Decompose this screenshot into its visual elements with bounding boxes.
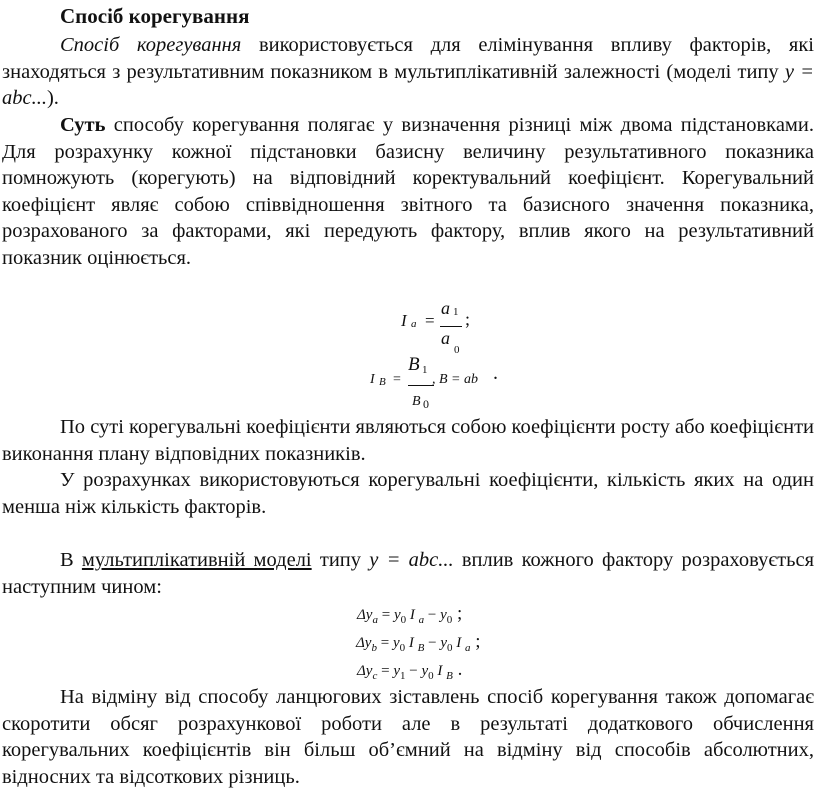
formula-lhs: I [370,372,375,387]
sub: 0 [428,670,434,682]
formula-num-sub: 1 [422,364,428,376]
formula-end: . [493,362,498,384]
delta-symbol: Δy [357,607,373,623]
inline-formula: y = abc... [369,549,454,571]
formula-lhs-sub: a [411,318,417,330]
fraction-bar [408,385,434,386]
sub: c [372,670,378,682]
underlined-term: мультиплікативній моделі [81,549,312,571]
var: y [421,663,429,679]
paragraph-comparison: На відміну від способу ланцюгових зіставлень спосіб корегування також допомагає скоротити обсяг розрахункової роботи але в результаті додаткового обчислення корегувальних коефіцієнтів він більш об’ємний на відміну від способів абсолютних, відносних та відсоткових різниць. [2,686,814,788]
formula-end: ; [465,309,471,329]
var: I [406,607,419,623]
formula-eq: = [393,372,401,387]
delta-symbol: Δy [356,635,372,651]
fraction-bar [440,326,462,327]
var: I [452,635,465,651]
var: I [433,663,447,679]
formula-rest: , B = ab [432,372,478,387]
var: y [393,607,401,623]
formula-num-sub: 1 [453,306,459,318]
paragraph-text: використовується для елімінування впливу факторів, які знаходяться з результативним показником в мультиплікативній залежності (моделі типу [2,34,814,83]
paragraph-end: ). [46,87,59,109]
formula-delta-yc [357,659,462,682]
sub: 0 [446,642,453,654]
formula-lhs-sub: B [379,376,386,388]
formula-den: B [412,394,421,409]
paragraph-meaning: По суті корегувальні коефіцієнти являються собою коефіцієнти росту або коефіцієнти виконання плану відповідних показників. [2,416,814,465]
end: ; [470,631,481,652]
sub: a [418,614,425,626]
end: . [452,659,463,680]
sub: 0 [399,642,406,654]
term-bold: Суть [60,114,106,136]
sub: a [464,642,471,654]
paragraph-count: У розрахунках використовуються корегувальні коефіцієнти, кількість яких на один менша ніж кількість факторів. [2,469,814,518]
sub: a [372,614,378,626]
eq: = [376,635,393,651]
term-italic: Спосіб корегування [60,34,242,56]
inline-formula: y = abc... [2,60,814,109]
formula-delta-yb [356,631,481,654]
var: y [392,635,400,651]
sub: 0 [400,614,407,626]
formula-den: a [441,328,450,348]
paragraph-text: вплив кожного фактору розраховується наступним чином: [2,549,814,598]
paragraph-text: типу [311,549,370,571]
minus: − [424,635,441,651]
var: y [440,607,447,623]
formula-num: B [408,354,420,375]
formula-eq: = [425,311,435,330]
sub: B [446,670,453,682]
paragraph-text: способу корегування полягає у визначення різниці між двома підстановками. Для розрахунку кожної підстановки базисну величину результативного показника помножують (корегують) на відповідний коректувальний коефіцієнт. Корегувальний коефіцієнт являє собою співвідношення звітного та базисного значення показника, розрахованого за факторами, які передують фактору, вплив якого на результативний показник оцінюється. [2,114,814,269]
formula-delta-ya [357,603,462,626]
sub: B [417,642,425,654]
var: y [393,663,400,679]
formula-den-sub: 0 [423,397,429,411]
var: y [440,635,447,651]
eq: = [377,607,394,623]
paragraph-essence [2,112,814,271]
delta-symbol: Δy [357,663,373,679]
formula-lhs: I [401,311,407,330]
sub: 1 [400,670,406,682]
minus: − [405,663,422,679]
end: ; [452,603,463,624]
formula-den-sub: 0 [454,344,460,356]
sub: b [371,642,377,654]
minus: − [424,607,441,623]
var: I [405,635,418,651]
eq: = [377,663,394,679]
sub: 0 [446,614,453,626]
paragraph-definition [2,32,814,112]
formula-num: a [441,298,450,318]
section-heading: Спосіб корегування [60,4,250,28]
paragraph-text: В [60,549,82,571]
paragraph-model [2,547,814,600]
